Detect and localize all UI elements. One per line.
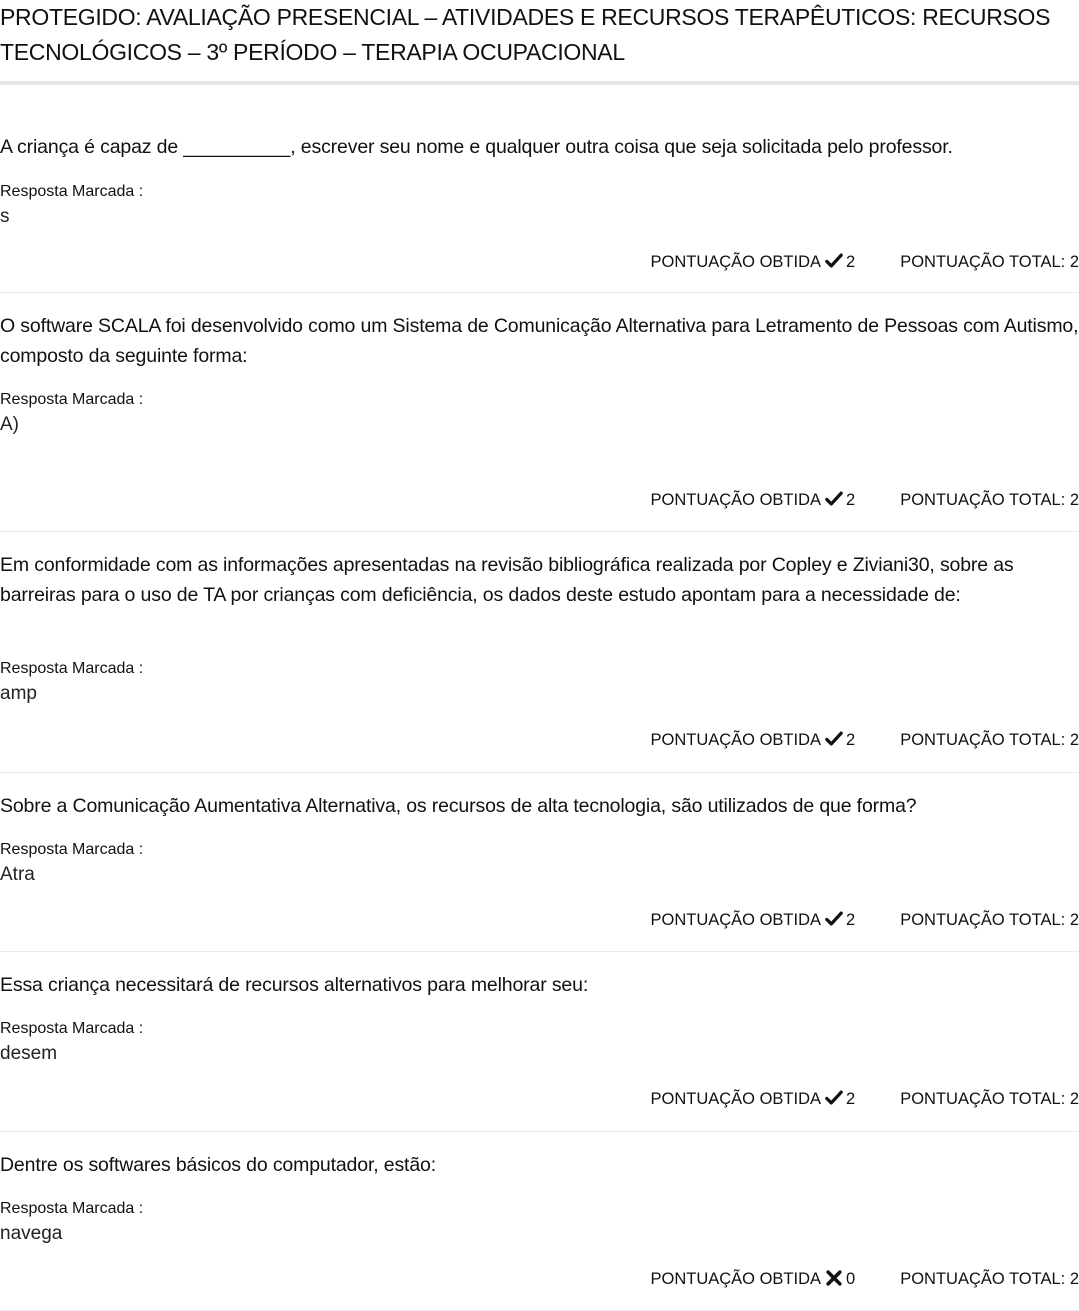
score-obtained-label: PONTUAÇÃO OBTIDA [650, 911, 822, 929]
answer-label: Resposta Marcada : [0, 1020, 144, 1037]
answer-value: A) [0, 414, 19, 435]
question-block [0, 773, 1079, 952]
score-value: 2 [846, 1090, 856, 1108]
answer-label: Resposta Marcada : [0, 183, 144, 200]
check-icon [825, 1089, 843, 1107]
score-row [650, 730, 1079, 750]
score-total: PONTUAÇÃO TOTAL: 2 [900, 491, 1079, 509]
score-obtained [650, 1269, 855, 1289]
score-value: 2 [846, 253, 856, 271]
score-obtained [650, 252, 855, 272]
answer-label: Resposta Marcada : [0, 841, 144, 858]
score-total: PONTUAÇÃO TOTAL: 2 [900, 731, 1079, 749]
cross-icon [825, 1269, 843, 1287]
question-text: O software SCALA foi desenvolvido como um Sistema de Comunicação Alternativa para Letramento de Pessoas com Autismo, composto da seguinte forma: [0, 315, 1079, 367]
score-total: PONTUAÇÃO TOTAL: 2 [900, 1090, 1079, 1108]
page-title: PROTEGIDO: AVALIAÇÃO PRESENCIAL – ATIVIDADES E RECURSOS TERAPÊUTICOS: RECURSOS TECNOLÓGICOS – 3º PERÍODO – TERAPIA OCUPACIONAL [0, 4, 1051, 65]
question-block [0, 85, 1079, 293]
score-obtained-label: PONTUAÇÃO OBTIDA [650, 1270, 822, 1288]
check-icon [825, 730, 843, 748]
answer-value: Atra [0, 864, 35, 885]
question-list [0, 85, 1079, 1311]
answer-value: s [0, 206, 10, 227]
score-row [650, 490, 1079, 510]
question-text: A criança é capaz de __________, escrever seu nome e qualquer outra coisa que seja solicitada pelo professor. [0, 136, 953, 158]
score-row [650, 1089, 1079, 1109]
answer-value: amp [0, 683, 37, 704]
question-block [0, 293, 1079, 532]
score-row [650, 910, 1079, 930]
score-value: 2 [846, 491, 856, 509]
score-value: 2 [846, 731, 856, 749]
score-obtained [650, 910, 855, 930]
score-obtained [650, 490, 855, 510]
answer-value: navega [0, 1223, 63, 1244]
check-icon [825, 910, 843, 928]
score-value: 2 [846, 911, 856, 929]
score-row [650, 252, 1079, 272]
score-total: PONTUAÇÃO TOTAL: 2 [900, 911, 1079, 929]
answer-label: Resposta Marcada : [0, 391, 144, 408]
score-obtained-label: PONTUAÇÃO OBTIDA [650, 731, 822, 749]
score-obtained-label: PONTUAÇÃO OBTIDA [650, 1090, 822, 1108]
score-value: 0 [846, 1270, 856, 1288]
question-text: Sobre a Comunicação Aumentativa Alternativa, os recursos de alta tecnologia, são utilizados de que forma? [0, 795, 917, 817]
question-block [0, 952, 1079, 1132]
score-obtained-label: PONTUAÇÃO OBTIDA [650, 253, 822, 271]
check-icon [825, 252, 843, 270]
score-obtained-label: PONTUAÇÃO OBTIDA [650, 491, 822, 509]
question-text: Essa criança necessitará de recursos alternativos para melhorar seu: [0, 974, 589, 996]
check-icon [825, 490, 843, 508]
question-text: Em conformidade com as informações apresentadas na revisão bibliográfica realizada por Copley e Ziviani30, sobre as barreiras para o uso de TA por crianças com deficiência, os dados deste estudo apontam para a necessidade de: [0, 554, 1014, 606]
score-obtained [650, 730, 855, 750]
score-row [650, 1269, 1079, 1289]
question-block [0, 1132, 1079, 1311]
question-block [0, 532, 1079, 773]
answer-label: Resposta Marcada : [0, 1200, 144, 1217]
score-total: PONTUAÇÃO TOTAL: 2 [900, 1270, 1079, 1288]
score-obtained [650, 1089, 855, 1109]
score-total: PONTUAÇÃO TOTAL: 2 [900, 253, 1079, 271]
question-text: Dentre os softwares básicos do computador, estão: [0, 1154, 436, 1176]
answer-value: desem [0, 1043, 58, 1064]
answer-label: Resposta Marcada : [0, 660, 144, 677]
